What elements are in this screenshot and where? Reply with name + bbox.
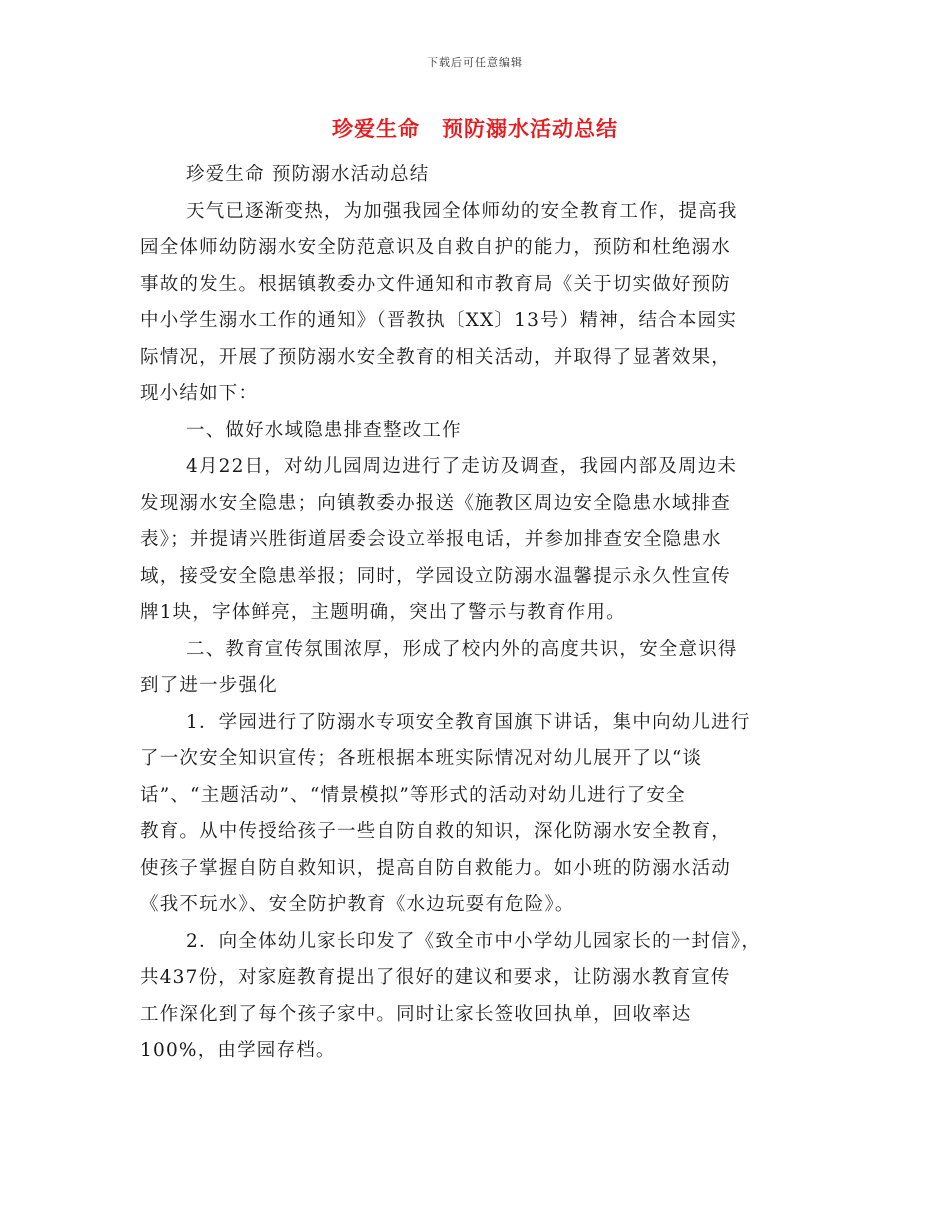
paragraph-line: 4月22日，对幼儿园周边进行了走访及调查，我园内部及周边未 [186, 456, 738, 477]
paragraph-line: 共437份，对家庭教育提出了很好的建议和要求，让防溺水教育宣传 [140, 967, 731, 988]
paragraph-line: 际情况，开展了预防溺水安全教育的相关活动，并取得了显著效果， [140, 346, 732, 368]
section-heading: 二、教育宣传氛围浓厚，形成了校内外的高度共识，安全意识得 [186, 638, 738, 660]
section-heading: 到了进一步强化 [140, 675, 278, 696]
paragraph-line: 园全体师幼防溺水安全防范意识及自救自护的能力，预防和杜绝溺水 [140, 237, 732, 258]
document-body [140, 157, 815, 1070]
paragraph-line: 发现溺水安全隐患；向镇教委办报送《施教区周边安全隐患水域排查 [140, 492, 732, 514]
paragraph-line: 2．向全体幼儿家长印发了《致全市中小学幼儿园家长的一封信》， [186, 930, 762, 952]
paragraph-line: 事故的发生。根据镇教委办文件通知和市教育局《关于切实做好预防 [140, 273, 732, 295]
paragraph-line: 100%，由学园存档。 [140, 1040, 336, 1061]
paragraph-line: 了一次安全知识宣传；各班根据本班实际情况对幼儿展开了以“谈 [140, 748, 703, 769]
paragraph-line: 域，接受安全隐患举报；同时，学园设立防溺水温馨提示永久性宣传 [140, 565, 732, 587]
paragraph-line: 工作深化到了每个孩子家中。同时让家长签收回执单，回收率达 [140, 1003, 692, 1025]
paragraph-line: 牌1块，字体鲜亮，主题明确，突出了警示与教育作用。 [140, 602, 626, 623]
paragraph-line: 教育。从中传授给孩子一些自防自救的知识，深化防溺水安全教育， [140, 821, 732, 842]
paragraph-line: 中小学生溺水工作的通知》（晋教执〔XX〕13号）精神，结合本园实 [140, 310, 738, 331]
subtitle-line: 珍爱生命 预防溺水活动总结 [186, 164, 430, 185]
paragraph-line: 天气已逐渐变热，为加强我园全体师幼的安全教育工作，提高我 [186, 200, 738, 222]
document-title: 珍爱生命 预防溺水活动总结 [332, 116, 618, 141]
paragraph-line: 现小结如下： [140, 383, 259, 404]
paragraph-line: 1．学园进行了防溺水专项安全教育国旗下讲话，集中向幼儿进行 [186, 711, 751, 733]
paragraph-line: 《我不玩水》、安全防护教育《水边玩耍有危险》。 [140, 894, 575, 915]
paragraph-line: 表》；并提请兴胜街道居委会设立举报电话，并参加排查安全隐患水 [140, 529, 722, 550]
paragraph-line: 使孩子掌握自防自救知识，提高自防自救能力。如小班的防溺水活动 [140, 857, 732, 879]
header-note: 下载后可任意编辑 [427, 56, 523, 69]
paragraph-line: 话”、“主题活动”、“情景模拟”等形式的活动对幼儿进行了安全 [140, 784, 686, 806]
section-heading: 一、做好水域隐患排查整改工作 [186, 419, 462, 441]
